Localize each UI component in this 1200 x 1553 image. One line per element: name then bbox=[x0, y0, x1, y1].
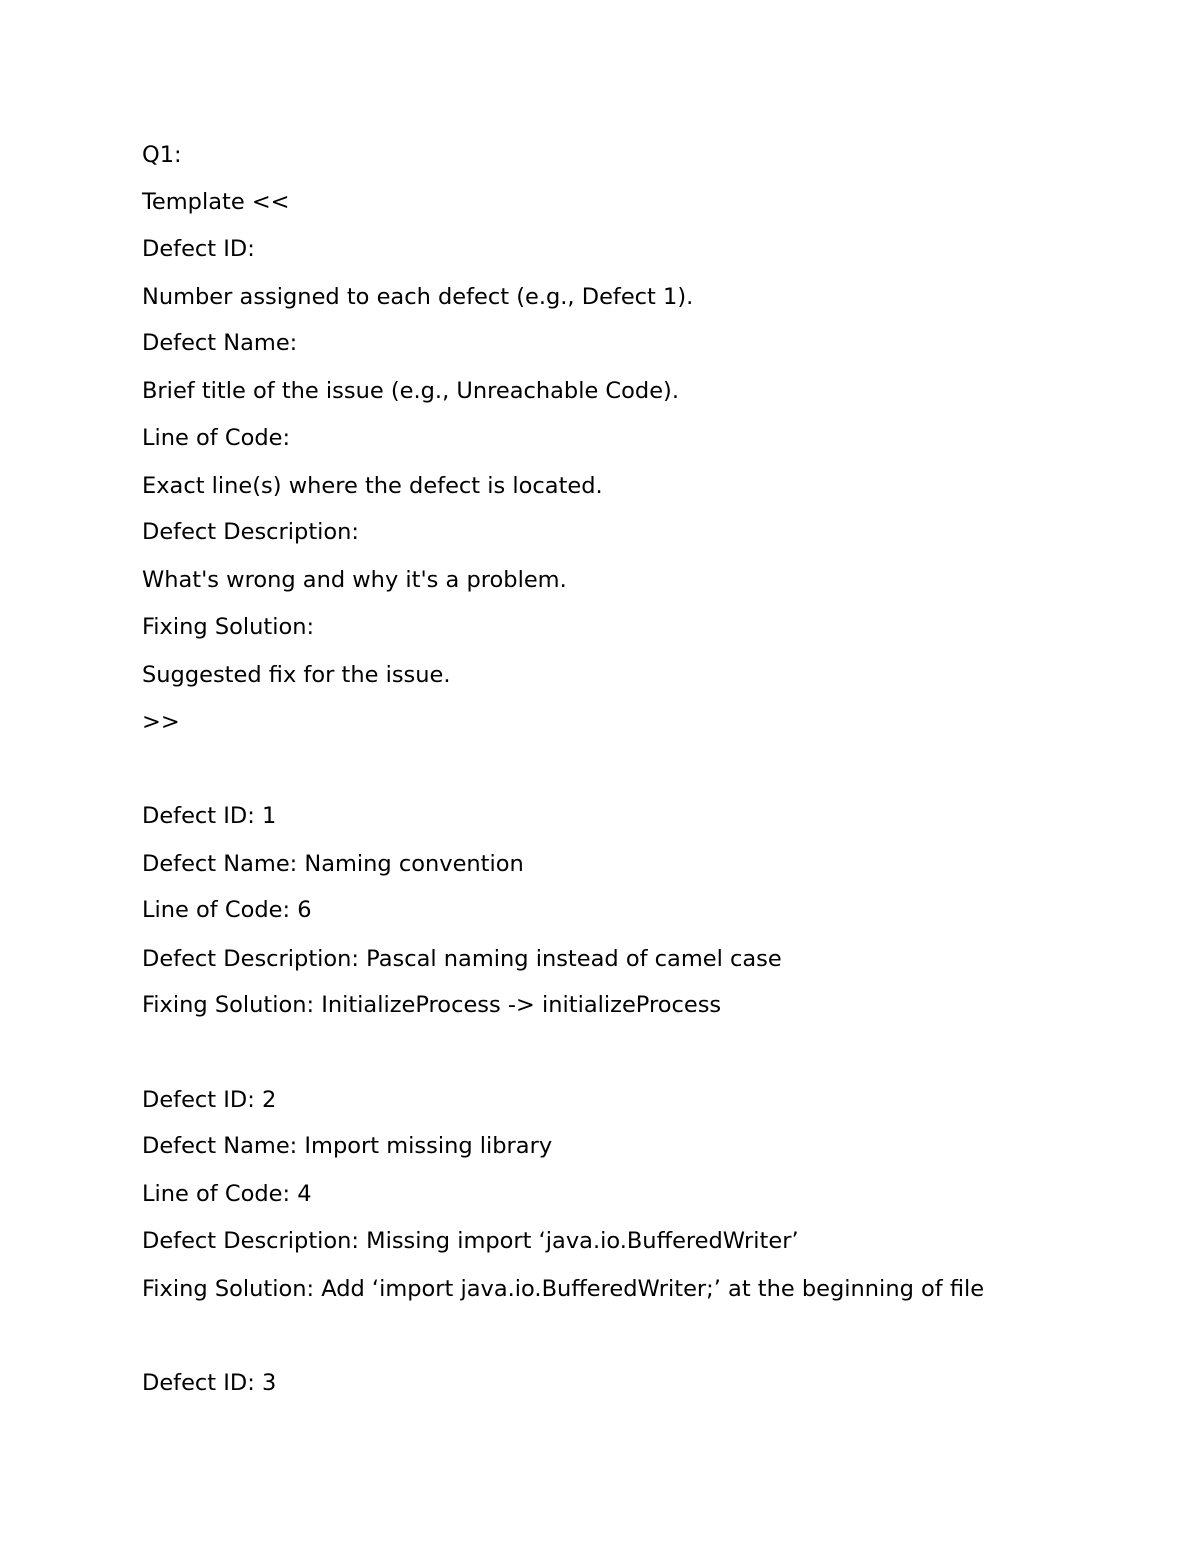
template-defect-id-label: Defect ID: bbox=[142, 236, 255, 262]
defect-1-line: Line of Code: 6 bbox=[142, 897, 312, 923]
template-defect-id-help: Number assigned to each defect (e.g., Defect 1). bbox=[142, 284, 694, 310]
template-line-of-code-label: Line of Code: bbox=[142, 425, 291, 451]
defect-1-id: Defect ID: 1 bbox=[142, 803, 277, 829]
template-close: >> bbox=[142, 709, 180, 735]
defect-2-name: Defect Name: Import missing library bbox=[142, 1133, 553, 1159]
template-open: Template << bbox=[142, 189, 290, 215]
template-solution-help: Suggested fix for the issue. bbox=[142, 662, 451, 688]
defect-2-id: Defect ID: 2 bbox=[142, 1087, 277, 1113]
defect-2-description: Defect Description: Missing import ‘java.io.BufferedWriter’ bbox=[142, 1228, 799, 1254]
defect-3-id: Defect ID: 3 bbox=[142, 1370, 277, 1396]
defect-1-description: Defect Description: Pascal naming instead of camel case bbox=[142, 946, 782, 972]
defect-2-line: Line of Code: 4 bbox=[142, 1181, 312, 1207]
defect-1-solution: Fixing Solution: InitializeProcess -> initializeProcess bbox=[142, 992, 722, 1018]
template-line-of-code-help: Exact line(s) where the defect is located. bbox=[142, 473, 603, 499]
template-defect-name-help: Brief title of the issue (e.g., Unreachable Code). bbox=[142, 378, 679, 404]
defect-2-solution: Fixing Solution: Add ‘import java.io.BufferedWriter;’ at the beginning of file bbox=[142, 1276, 985, 1302]
template-description-help: What's wrong and why it's a problem. bbox=[142, 567, 567, 593]
question-label: Q1: bbox=[142, 142, 182, 168]
template-solution-label: Fixing Solution: bbox=[142, 614, 315, 640]
template-defect-name-label: Defect Name: bbox=[142, 330, 298, 356]
template-description-label: Defect Description: bbox=[142, 519, 360, 545]
defect-1-name: Defect Name: Naming convention bbox=[142, 851, 524, 877]
